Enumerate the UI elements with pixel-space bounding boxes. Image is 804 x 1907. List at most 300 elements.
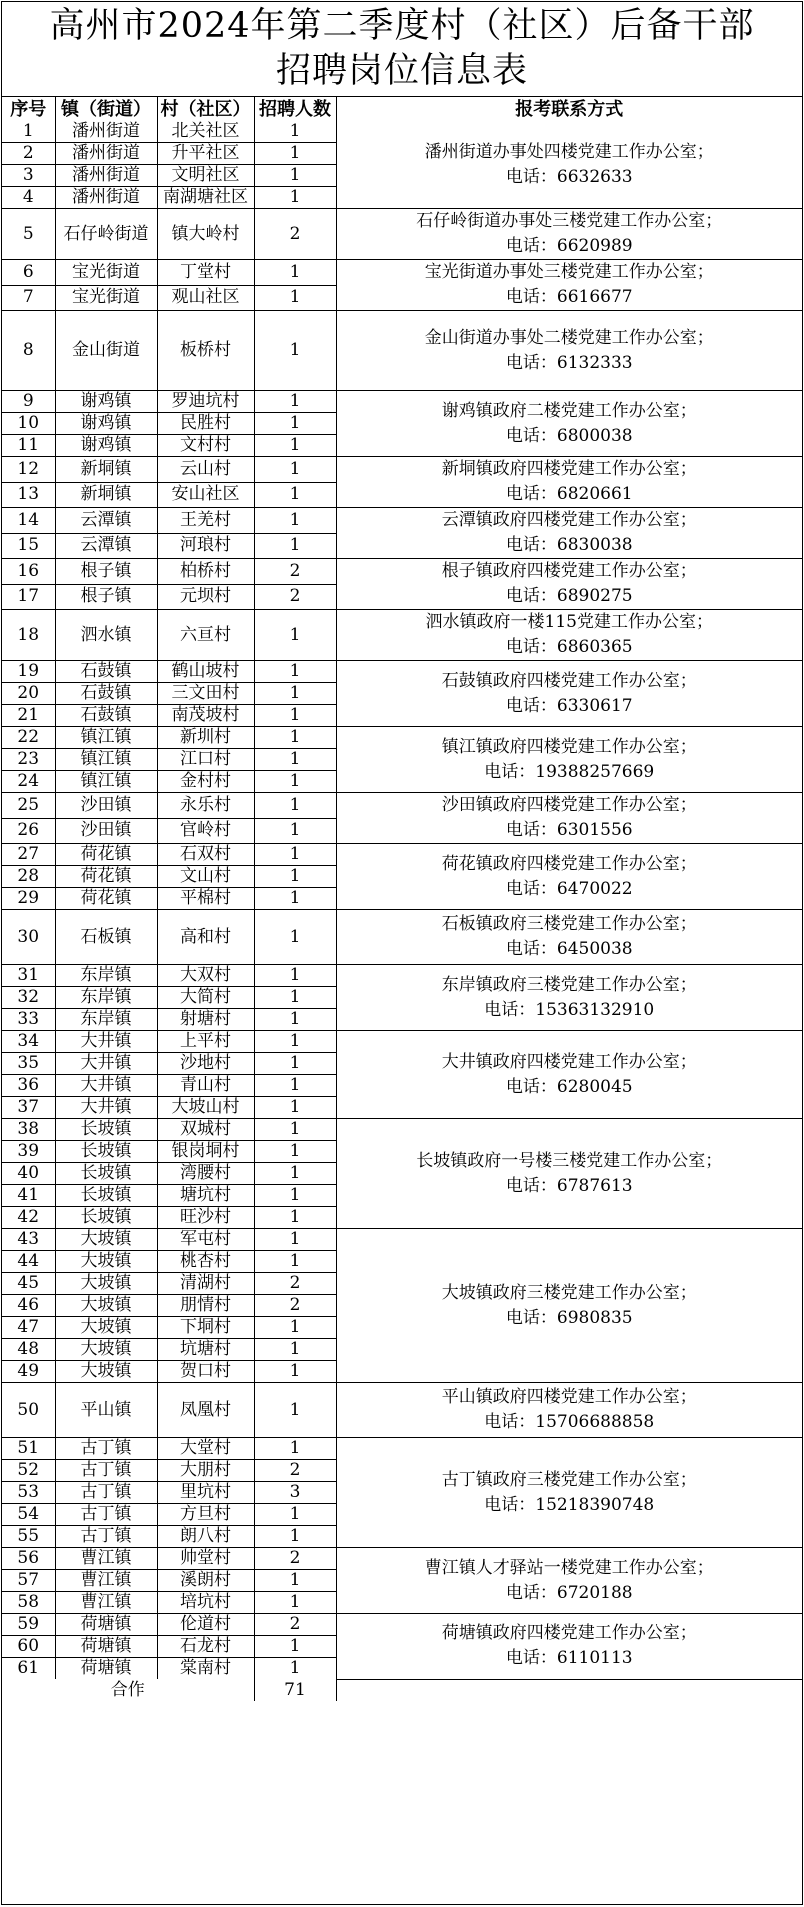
- contact-phone: 电话：6110113: [505, 1648, 633, 1669]
- town-cell: 潘州街道: [55, 121, 157, 143]
- contact-address: 根子镇政府四楼党建工作办公室；: [441, 561, 697, 581]
- seq-cell: 29: [2, 888, 55, 910]
- count-cell: 1: [254, 793, 336, 819]
- village-cell: 丁堂村: [157, 260, 254, 286]
- town-cell: 东岸镇: [55, 987, 157, 1009]
- town-cell: 潘州街道: [55, 165, 157, 187]
- count-cell: 1: [254, 1636, 336, 1658]
- seq-cell: 17: [2, 584, 55, 610]
- contact-address: 荷花镇政府四楼党建工作办公室；: [441, 853, 697, 874]
- village-cell: 新圳村: [157, 727, 254, 749]
- village-cell: 清湖村: [157, 1273, 254, 1295]
- contact-phone: 电话：6980835: [505, 1307, 633, 1328]
- table-row: [2, 559, 802, 585]
- count-cell: 1: [254, 910, 336, 965]
- town-cell: 金山街道: [55, 311, 157, 391]
- village-cell: 北关社区: [157, 121, 254, 143]
- count-cell: 1: [254, 844, 336, 866]
- count-cell: 1: [254, 1053, 336, 1075]
- count-cell: 1: [254, 1031, 336, 1053]
- seq-cell: 8: [2, 311, 55, 391]
- village-cell: 帅堂村: [157, 1548, 254, 1570]
- contact-cell: [336, 965, 802, 1031]
- village-cell: 棠南村: [157, 1658, 254, 1680]
- contact-phone: 电话：6280045: [505, 1076, 633, 1097]
- village-cell: 石双村: [157, 844, 254, 866]
- town-cell: 石鼓镇: [55, 661, 157, 683]
- header-count: 招聘人数: [254, 97, 336, 121]
- seq-cell: 25: [2, 793, 55, 819]
- count-cell: 1: [254, 610, 336, 661]
- contact-phone: 电话：6470022: [505, 878, 633, 899]
- recruitment-document: [1, 1, 803, 1905]
- village-cell: 上平村: [157, 1031, 254, 1053]
- village-cell: 下垌村: [157, 1317, 254, 1339]
- contact-phone: 电话：15706688858: [484, 1412, 655, 1432]
- count-cell: 1: [254, 1361, 336, 1383]
- contact-phone: 电话：6132333: [505, 352, 633, 373]
- seq-cell: 61: [2, 1658, 55, 1680]
- contact-cell: [336, 508, 802, 559]
- town-cell: 云潭镇: [55, 508, 157, 534]
- seq-cell: 39: [2, 1141, 55, 1163]
- seq-cell: 55: [2, 1526, 55, 1548]
- contact-address: 镇江镇政府四楼党建工作办公室；: [441, 736, 697, 757]
- village-cell: 板桥村: [157, 311, 254, 391]
- village-cell: 南茂坡村: [157, 705, 254, 727]
- town-cell: 石鼓镇: [55, 683, 157, 705]
- town-cell: 长坡镇: [55, 1141, 157, 1163]
- village-cell: 溪朗村: [157, 1570, 254, 1592]
- count-cell: 1: [254, 1163, 336, 1185]
- contact-phone: 电话：15218390748: [484, 1494, 655, 1515]
- count-cell: 3: [254, 1482, 336, 1504]
- village-cell: 江口村: [157, 749, 254, 771]
- village-cell: 石龙村: [157, 1636, 254, 1658]
- seq-cell: 3: [2, 165, 55, 187]
- town-cell: 大井镇: [55, 1053, 157, 1075]
- town-cell: 大井镇: [55, 1075, 157, 1097]
- village-cell: 王羌村: [157, 508, 254, 534]
- positions-table: [2, 97, 802, 1701]
- table-row: [2, 910, 802, 965]
- town-cell: 潘州街道: [55, 187, 157, 209]
- town-cell: 荷塘镇: [55, 1636, 157, 1658]
- table-row: [2, 121, 802, 143]
- village-cell: 方旦村: [157, 1504, 254, 1526]
- count-cell: 1: [254, 311, 336, 391]
- town-cell: 东岸镇: [55, 1009, 157, 1031]
- village-cell: 旺沙村: [157, 1207, 254, 1229]
- contact-cell: [336, 391, 802, 457]
- contact-cell: [336, 727, 802, 793]
- village-cell: 安山社区: [157, 482, 254, 508]
- town-cell: 曹江镇: [55, 1548, 157, 1570]
- count-cell: 2: [254, 1548, 336, 1570]
- contact-phone: 电话：6787613: [505, 1175, 633, 1196]
- count-cell: 1: [254, 1119, 336, 1141]
- contact-phone: 电话：6720188: [505, 1582, 633, 1603]
- contact-cell: [336, 910, 802, 965]
- seq-cell: 11: [2, 435, 55, 457]
- village-cell: 民胜村: [157, 413, 254, 435]
- table-row: [2, 610, 802, 661]
- seq-cell: 33: [2, 1009, 55, 1031]
- contact-address: 石仔岭街道办事处三楼党建工作办公室；: [416, 211, 723, 231]
- contact-cell: [336, 1614, 802, 1680]
- town-cell: 大坡镇: [55, 1273, 157, 1295]
- town-cell: 大坡镇: [55, 1339, 157, 1361]
- village-cell: 贺口村: [157, 1361, 254, 1383]
- town-cell: 沙田镇: [55, 818, 157, 844]
- town-cell: 曹江镇: [55, 1592, 157, 1614]
- village-cell: 培坑村: [157, 1592, 254, 1614]
- contact-address: 长坡镇政府一号楼三楼党建工作办公室；: [416, 1150, 723, 1171]
- table-row: [2, 311, 802, 391]
- contact-cell: [336, 559, 802, 610]
- total-row: [2, 1679, 802, 1701]
- seq-cell: 13: [2, 482, 55, 508]
- town-cell: 石鼓镇: [55, 705, 157, 727]
- village-cell: 里坑村: [157, 1482, 254, 1504]
- village-cell: 大双村: [157, 965, 254, 987]
- village-cell: 朋情村: [157, 1295, 254, 1317]
- contact-cell: [336, 121, 802, 209]
- village-cell: 文山村: [157, 866, 254, 888]
- contact-address: 泗水镇政府一楼115党建工作办公室；: [425, 612, 713, 632]
- village-cell: 观山社区: [157, 285, 254, 311]
- village-cell: 桃杏村: [157, 1251, 254, 1273]
- total-label: 合作: [2, 1679, 254, 1701]
- count-cell: 1: [254, 482, 336, 508]
- village-cell: 朗八村: [157, 1526, 254, 1548]
- count-cell: 1: [254, 457, 336, 483]
- contact-address: 金山街道办事处二楼党建工作办公室；: [424, 327, 714, 348]
- town-cell: 荷花镇: [55, 844, 157, 866]
- contact-cell: [336, 209, 802, 260]
- seq-cell: 32: [2, 987, 55, 1009]
- count-cell: 1: [254, 1207, 336, 1229]
- town-cell: 宝光街道: [55, 285, 157, 311]
- seq-cell: 53: [2, 1482, 55, 1504]
- village-cell: 高和村: [157, 910, 254, 965]
- count-cell: 1: [254, 727, 336, 749]
- count-cell: 1: [254, 260, 336, 286]
- town-cell: 荷花镇: [55, 888, 157, 910]
- seq-cell: 10: [2, 413, 55, 435]
- seq-cell: 21: [2, 705, 55, 727]
- town-cell: 长坡镇: [55, 1207, 157, 1229]
- seq-cell: 57: [2, 1570, 55, 1592]
- seq-cell: 35: [2, 1053, 55, 1075]
- count-cell: 1: [254, 1229, 336, 1251]
- count-cell: 1: [254, 705, 336, 727]
- seq-cell: 44: [2, 1251, 55, 1273]
- seq-cell: 59: [2, 1614, 55, 1636]
- village-cell: 大坡山村: [157, 1097, 254, 1119]
- village-cell: 罗迪坑村: [157, 391, 254, 413]
- seq-cell: 34: [2, 1031, 55, 1053]
- town-cell: 大坡镇: [55, 1361, 157, 1383]
- title-line-2: 招聘岗位信息表: [275, 51, 528, 91]
- title-line-1: 高州市2024年第二季度村（社区）后备干部: [49, 6, 755, 46]
- seq-cell: 52: [2, 1460, 55, 1482]
- seq-cell: 47: [2, 1317, 55, 1339]
- table-row: [2, 391, 802, 413]
- count-cell: 2: [254, 209, 336, 260]
- contact-cell: [336, 1383, 802, 1438]
- count-cell: 1: [254, 121, 336, 143]
- count-cell: 1: [254, 413, 336, 435]
- seq-cell: 14: [2, 508, 55, 534]
- contact-phone: 电话：6820661: [505, 484, 633, 504]
- count-cell: 1: [254, 888, 336, 910]
- count-cell: 1: [254, 1592, 336, 1614]
- seq-cell: 49: [2, 1361, 55, 1383]
- village-cell: 南湖塘社区: [157, 187, 254, 209]
- seq-cell: 27: [2, 844, 55, 866]
- seq-cell: 4: [2, 187, 55, 209]
- count-cell: 2: [254, 1273, 336, 1295]
- table-row: [2, 508, 802, 534]
- count-cell: 1: [254, 187, 336, 209]
- table-row: [2, 1031, 802, 1053]
- seq-cell: 6: [2, 260, 55, 286]
- town-cell: 荷花镇: [55, 866, 157, 888]
- seq-cell: 50: [2, 1383, 55, 1438]
- total-empty: [336, 1679, 802, 1701]
- count-cell: 1: [254, 1658, 336, 1680]
- seq-cell: 42: [2, 1207, 55, 1229]
- table-row: [2, 793, 802, 819]
- seq-cell: 36: [2, 1075, 55, 1097]
- contact-cell: [336, 1229, 802, 1383]
- count-cell: 2: [254, 1614, 336, 1636]
- town-cell: 大坡镇: [55, 1295, 157, 1317]
- seq-cell: 56: [2, 1548, 55, 1570]
- table-row: [2, 1119, 802, 1141]
- seq-cell: 37: [2, 1097, 55, 1119]
- contact-cell: [336, 260, 802, 311]
- count-cell: 1: [254, 533, 336, 559]
- town-cell: 大井镇: [55, 1097, 157, 1119]
- count-cell: 1: [254, 965, 336, 987]
- village-cell: 青山村: [157, 1075, 254, 1097]
- count-cell: 1: [254, 1009, 336, 1031]
- header-contact: 报考联系方式: [336, 97, 802, 121]
- contact-address: 云潭镇政府四楼党建工作办公室；: [441, 510, 697, 530]
- town-cell: 根子镇: [55, 559, 157, 585]
- town-cell: 长坡镇: [55, 1185, 157, 1207]
- seq-cell: 7: [2, 285, 55, 311]
- village-cell: 六亘村: [157, 610, 254, 661]
- town-cell: 大坡镇: [55, 1229, 157, 1251]
- total-count: 71: [254, 1679, 336, 1701]
- town-cell: 谢鸡镇: [55, 413, 157, 435]
- village-cell: 平棉村: [157, 888, 254, 910]
- seq-cell: 60: [2, 1636, 55, 1658]
- count-cell: 1: [254, 1570, 336, 1592]
- contact-address: 曹江镇人才驿站一楼党建工作办公室；: [424, 1557, 714, 1578]
- table-row: [2, 1548, 802, 1570]
- town-cell: 宝光街道: [55, 260, 157, 286]
- town-cell: 大坡镇: [55, 1251, 157, 1273]
- village-cell: 三文田村: [157, 683, 254, 705]
- seq-cell: 24: [2, 771, 55, 793]
- count-cell: 2: [254, 584, 336, 610]
- contact-cell: [336, 610, 802, 661]
- count-cell: 2: [254, 1460, 336, 1482]
- count-cell: 1: [254, 1504, 336, 1526]
- village-cell: 沙地村: [157, 1053, 254, 1075]
- count-cell: 1: [254, 683, 336, 705]
- contact-cell: [336, 311, 802, 391]
- town-cell: 潘州街道: [55, 143, 157, 165]
- contact-address: 石板镇政府三楼党建工作办公室；: [441, 914, 697, 934]
- town-cell: 新垌镇: [55, 457, 157, 483]
- table-row: [2, 1614, 802, 1636]
- town-cell: 石板镇: [55, 910, 157, 965]
- town-cell: 荷塘镇: [55, 1614, 157, 1636]
- seq-cell: 18: [2, 610, 55, 661]
- seq-cell: 48: [2, 1339, 55, 1361]
- table-body: [2, 121, 802, 1679]
- table-row: [2, 727, 802, 749]
- table-row: [2, 844, 802, 866]
- town-cell: 古丁镇: [55, 1526, 157, 1548]
- count-cell: 1: [254, 987, 336, 1009]
- contact-cell: [336, 661, 802, 727]
- count-cell: 1: [254, 1097, 336, 1119]
- town-cell: 古丁镇: [55, 1460, 157, 1482]
- seq-cell: 22: [2, 727, 55, 749]
- town-cell: 镇江镇: [55, 771, 157, 793]
- table-row: [2, 260, 802, 286]
- seq-cell: 28: [2, 866, 55, 888]
- town-cell: 泗水镇: [55, 610, 157, 661]
- count-cell: 2: [254, 559, 336, 585]
- count-cell: 1: [254, 1438, 336, 1460]
- town-cell: 镇江镇: [55, 749, 157, 771]
- contact-cell: [336, 1031, 802, 1119]
- count-cell: 1: [254, 391, 336, 413]
- seq-cell: 38: [2, 1119, 55, 1141]
- contact-address: 石鼓镇政府四楼党建工作办公室；: [441, 670, 697, 691]
- contact-address: 潘州街道办事处四楼党建工作办公室；: [424, 141, 714, 162]
- contact-cell: [336, 844, 802, 910]
- contact-cell: [336, 1438, 802, 1548]
- contact-address: 大坡镇政府三楼党建工作办公室；: [441, 1282, 697, 1303]
- count-cell: 1: [254, 1317, 336, 1339]
- seq-cell: 1: [2, 121, 55, 143]
- count-cell: 1: [254, 1251, 336, 1273]
- header-village: 村（社区）: [157, 97, 254, 121]
- contact-cell: [336, 457, 802, 508]
- village-cell: 文村村: [157, 435, 254, 457]
- contact-address: 平山镇政府四楼党建工作办公室；: [441, 1387, 697, 1407]
- contact-phone: 电话：6616677: [505, 287, 633, 307]
- village-cell: 湾腰村: [157, 1163, 254, 1185]
- contact-cell: [336, 1119, 802, 1229]
- town-cell: 长坡镇: [55, 1163, 157, 1185]
- seq-cell: 19: [2, 661, 55, 683]
- village-cell: 双城村: [157, 1119, 254, 1141]
- count-cell: 1: [254, 1339, 336, 1361]
- village-cell: 伦道村: [157, 1614, 254, 1636]
- contact-phone: 电话：6890275: [505, 586, 633, 606]
- village-cell: 鹤山坡村: [157, 661, 254, 683]
- table-row: [2, 457, 802, 483]
- village-cell: 金村村: [157, 771, 254, 793]
- town-cell: 根子镇: [55, 584, 157, 610]
- count-cell: 1: [254, 818, 336, 844]
- count-cell: 1: [254, 1075, 336, 1097]
- contact-phone: 电话：6830038: [505, 535, 633, 555]
- village-cell: 坑塘村: [157, 1339, 254, 1361]
- count-cell: 2: [254, 1295, 336, 1317]
- count-cell: 1: [254, 749, 336, 771]
- seq-cell: 23: [2, 749, 55, 771]
- town-cell: 石仔岭街道: [55, 209, 157, 260]
- seq-cell: 31: [2, 965, 55, 987]
- table-row: [2, 1438, 802, 1460]
- count-cell: 1: [254, 1185, 336, 1207]
- count-cell: 1: [254, 866, 336, 888]
- table-row: [2, 661, 802, 683]
- town-cell: 谢鸡镇: [55, 391, 157, 413]
- town-cell: 古丁镇: [55, 1504, 157, 1526]
- village-cell: 柏桥村: [157, 559, 254, 585]
- town-cell: 大坡镇: [55, 1317, 157, 1339]
- town-cell: 沙田镇: [55, 793, 157, 819]
- seq-cell: 43: [2, 1229, 55, 1251]
- contact-phone: 电话：19388257669: [484, 761, 655, 782]
- count-cell: 1: [254, 1526, 336, 1548]
- contact-address: 宝光街道办事处三楼党建工作办公室；: [424, 262, 714, 282]
- seq-cell: 40: [2, 1163, 55, 1185]
- village-cell: 射塘村: [157, 1009, 254, 1031]
- village-cell: 大朋村: [157, 1460, 254, 1482]
- contact-cell: [336, 1548, 802, 1614]
- village-cell: 凤凰村: [157, 1383, 254, 1438]
- town-cell: 大井镇: [55, 1031, 157, 1053]
- contact-phone: 电话：15363132910: [484, 999, 655, 1020]
- header-town: 镇（街道）: [55, 97, 157, 121]
- seq-cell: 2: [2, 143, 55, 165]
- header-row: [2, 97, 802, 121]
- contact-phone: 电话：6450038: [505, 939, 633, 959]
- contact-address: 沙田镇政府四楼党建工作办公室；: [441, 795, 697, 815]
- village-cell: 塘坑村: [157, 1185, 254, 1207]
- count-cell: 1: [254, 165, 336, 187]
- village-cell: 元坝村: [157, 584, 254, 610]
- seq-cell: 54: [2, 1504, 55, 1526]
- seq-cell: 5: [2, 209, 55, 260]
- town-cell: 荷塘镇: [55, 1658, 157, 1680]
- town-cell: 曹江镇: [55, 1570, 157, 1592]
- contact-address: 古丁镇政府三楼党建工作办公室；: [441, 1469, 697, 1490]
- town-cell: 云潭镇: [55, 533, 157, 559]
- contact-cell: [336, 793, 802, 844]
- seq-cell: 51: [2, 1438, 55, 1460]
- contact-phone: 电话：6330617: [505, 695, 633, 716]
- town-cell: 平山镇: [55, 1383, 157, 1438]
- seq-cell: 46: [2, 1295, 55, 1317]
- town-cell: 新垌镇: [55, 482, 157, 508]
- contact-address: 新垌镇政府四楼党建工作办公室；: [441, 459, 697, 479]
- count-cell: 1: [254, 661, 336, 683]
- village-cell: 军屯村: [157, 1229, 254, 1251]
